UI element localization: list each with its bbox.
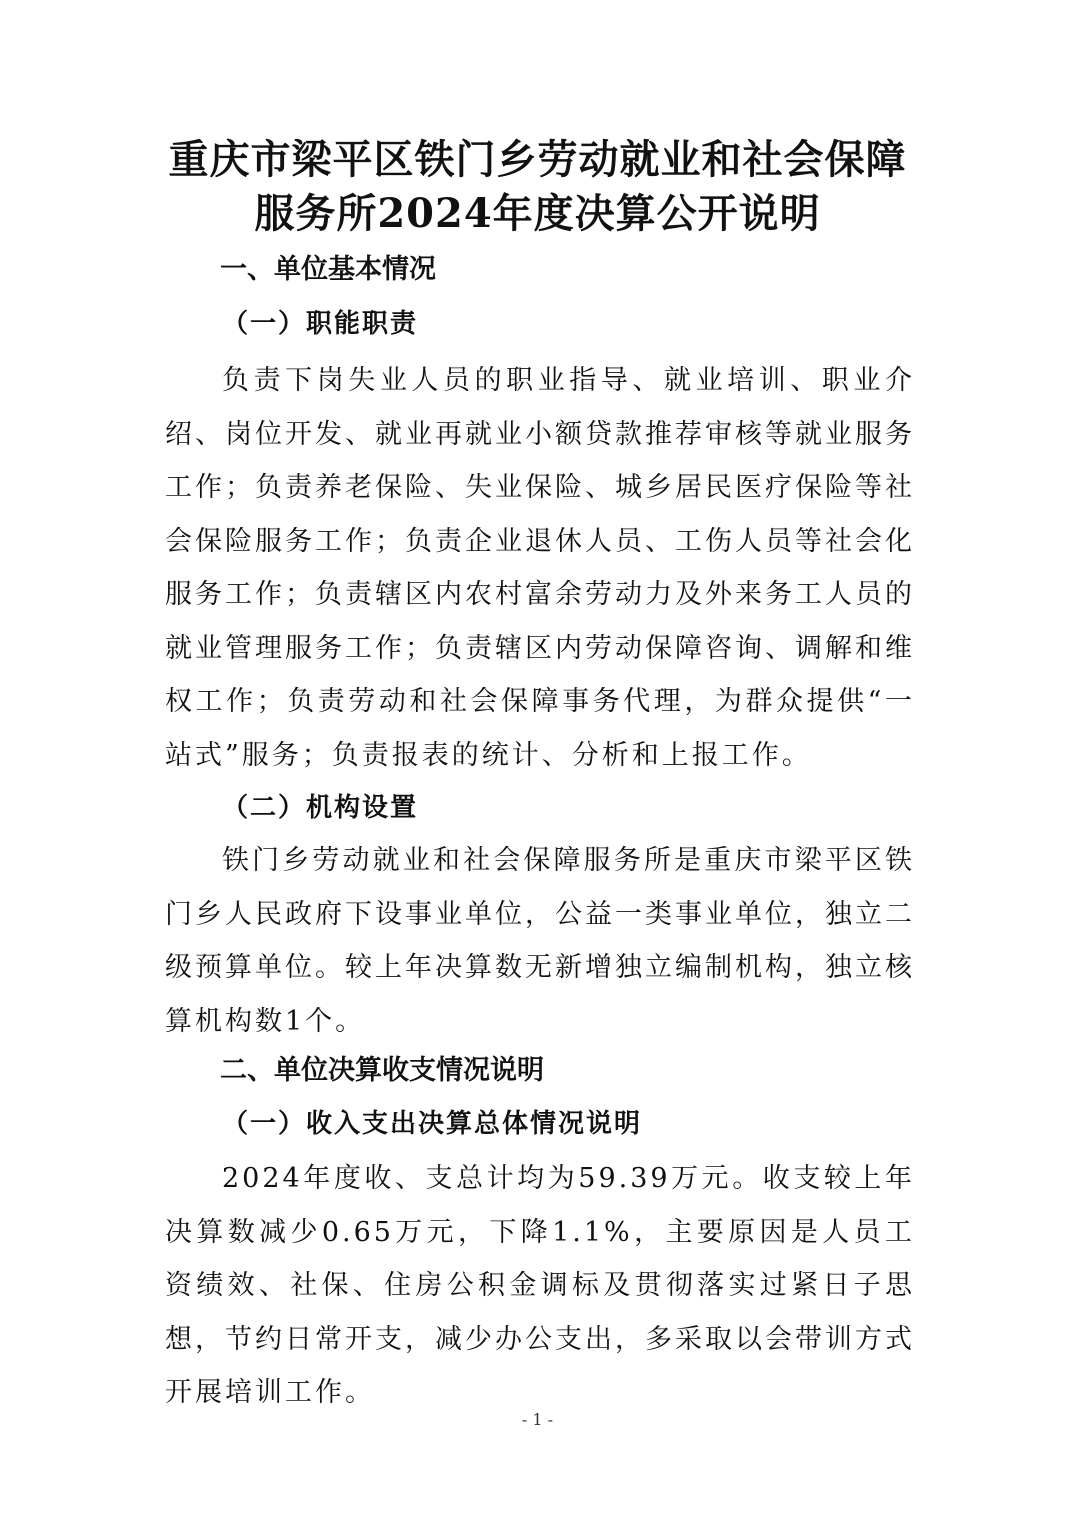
document-title-line-2: 服务所2024年度决算公开说明 (254, 190, 821, 237)
document-title-line-1: 重庆市梁平区铁门乡劳动就业和社会保障 (168, 136, 907, 183)
paragraph-income-expenditure: 2024年度收、支总计均为59.39万元。收支较上年决算数减少0.65万元，下降1.1%，主要原因是人员工资绩效、社保、住房公积金调标及贯彻落实过紧日子思想，节约日常开支，减少办公支出，多采取以会带训方式开展培训工作。 (165, 1163, 915, 1408)
paragraph-duties: 负责下岗失业人员的职业指导、就业培训、职业介绍、岗位开发、就业再就业小额贷款推荐审核等就业服务工作；负责养老保险、失业保险、城乡居民医疗保险等社会保险服务工作；负责企业退休人员、工伤人员等社会化服务工作；负责辖区内农村富余劳动力及外来务工人员的就业管理服务工作；负责辖区内劳动保障咨询、调解和维权工作；负责劳动和社会保障事务代理，为群众提供“一站式”服务；负责报表的统计、分析和上报工作。 (165, 365, 915, 771)
section-heading-basic-info: 一、单位基本情况 (220, 254, 436, 285)
subsection-heading-organization: （二）机构设置 (222, 793, 419, 823)
paragraph-organization: 铁门乡劳动就业和社会保障服务所是重庆市梁平区铁门乡人民政府下设事业单位，公益一类事业单位，独立二级预算单位。较上年决算数无新增独立编制机构，独立核算机构数1个。 (165, 845, 915, 1037)
page-number: - 1 - (521, 1410, 554, 1429)
section-heading-budget: 二、单位决算收支情况说明 (220, 1055, 544, 1086)
subsection-heading-income-expenditure: （一）收入支出决算总体情况说明 (222, 1109, 643, 1139)
subsection-heading-duties: （一）职能职责 (222, 309, 419, 339)
